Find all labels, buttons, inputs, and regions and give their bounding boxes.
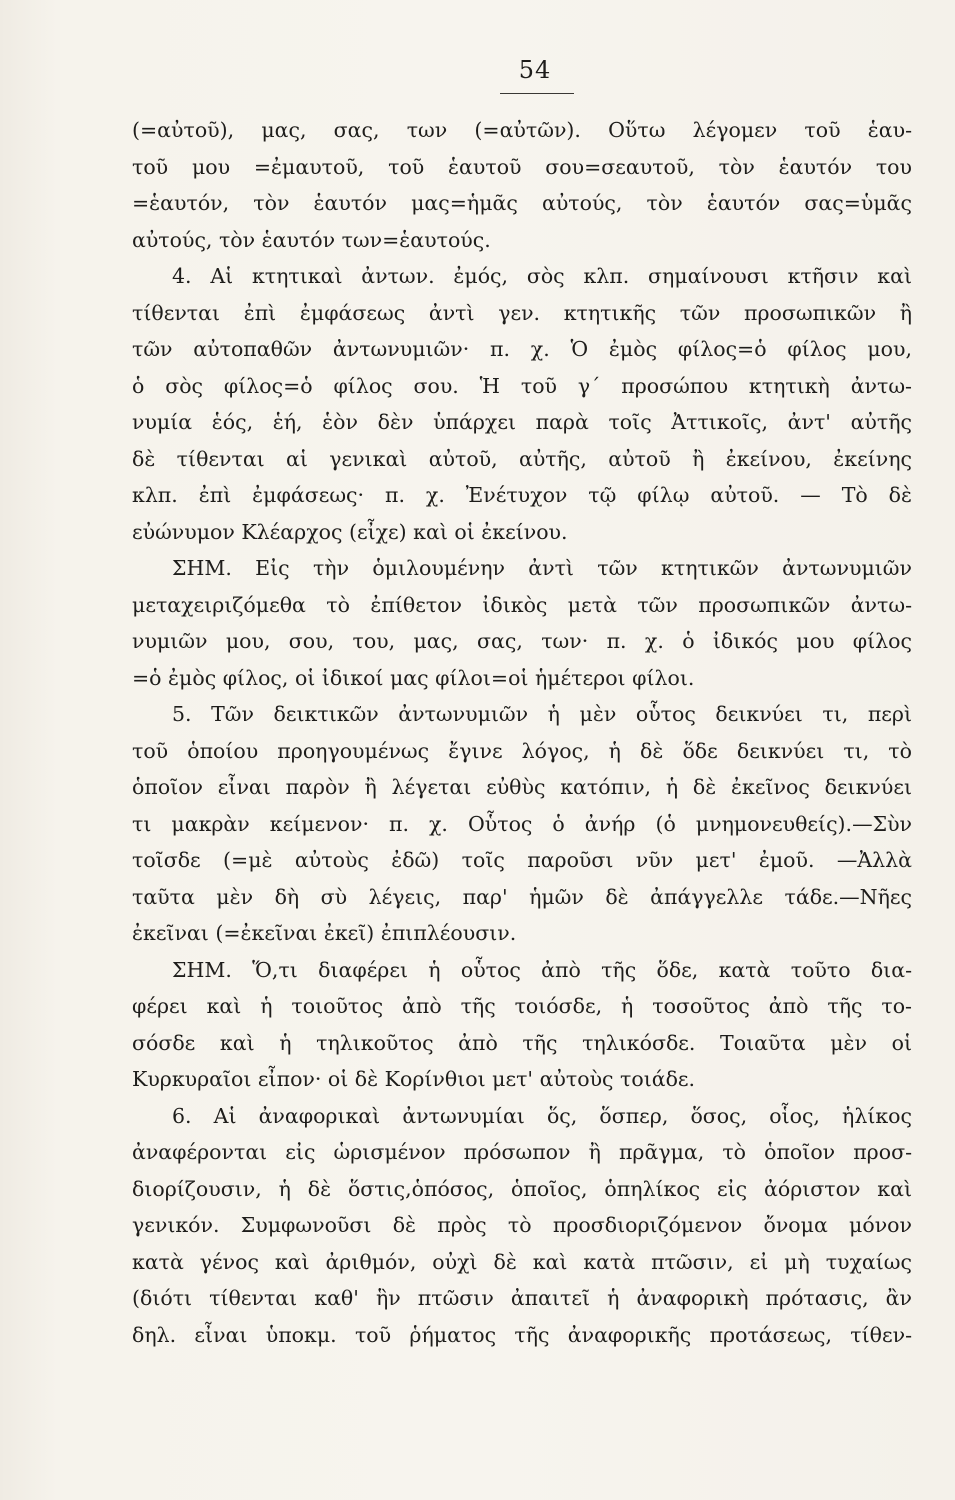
text-line: ὁ σὸς φίλος=ὁ φίλος σου. Ἡ τοῦ γ΄ προσώπου κτητικὴ ἀντω- [132, 373, 912, 398]
text-line: τοῖσδε (=μὲ αὐτοὺς ἐδῶ) τοῖς παροῦσι νῦν μετ' ἐμοῦ. —Ἀλλὰ [132, 848, 912, 872]
text-line: 5. Τῶν δεικτικῶν ἀντωνυμιῶν ἡ μὲν οὗτος δεικνύει τι, περὶ [172, 702, 912, 726]
text-line: ἀναφέρονται εἰς ὡρισμένον πρόσωπον ἢ πρᾶγμα, τὸ ὁποῖον προσ- [132, 1140, 912, 1164]
text-line: κλπ. ἐπὶ ἐμφάσεως· π. χ. Ἐνέτυχον τῷ φίλῳ αὐτοῦ. — Τὸ δὲ [132, 483, 912, 507]
body-text [132, 112, 912, 1353]
text-line: φέρει καὶ ἡ τοιοῦτος ἀπὸ τῆς τοιόσδε, ἡ τοσοῦτος ἀπὸ τῆς το- [132, 994, 912, 1018]
text-line: ΣΗΜ. Εἰς τὴν ὁμιλουμένην ἀντὶ τῶν κτητικῶν ἀντωνυμιῶν [172, 556, 912, 580]
text-line: σόσδε καὶ ἡ τηλικοῦτος ἀπὸ τῆς τηλικόσδε. Τοιαῦτα μὲν οἱ [132, 1030, 912, 1055]
text-line: τοῦ μου =ἐμαυτοῦ, τοῦ ἑαυτοῦ σου=σεαυτοῦ, τὸν ἑαυτόν του [132, 154, 912, 179]
text-line: (=αὐτοῦ), μας, σας, των (=αὐτῶν). Οὕτω λέγομεν τοῦ ἑαυ- [132, 118, 912, 142]
text-line: 6. Αἱ ἀναφορικαὶ ἀντωνυμίαι ὅς, ὅσπερ, ὅσος, οἷος, ἡλίκος [172, 1103, 912, 1128]
text-line: (διότι τίθενται καθ' ἣν πτῶσιν ἀπαιτεῖ ἡ ἀναφορικὴ πρότασις, ἂν [132, 1286, 912, 1310]
text-line: διορίζουσιν, ἡ δὲ ὅστις,ὁπόσος, ὁποῖος, ὁπηλίκος εἰς ἀόριστον καὶ [132, 1176, 912, 1201]
text-line: ΣΗΜ. Ὅ,τι διαφέρει ἡ οὗτος ἀπὸ τῆς ὅδε, κατὰ τοῦτο δια- [172, 957, 912, 982]
page-number-rule [500, 93, 574, 94]
text-line: τι μακρὰν κείμενον· π. χ. Οὗτος ὁ ἀνήρ (ὁ μνημονευθείς).—Σὺν [132, 811, 912, 836]
text-line: δὲ τίθενται αἱ γενικαὶ αὐτοῦ, αὐτῆς, αὐτοῦ ἢ ἐκείνου, ἐκείνης [132, 446, 912, 471]
page-number: 54 [518, 56, 552, 84]
text-line: εὐώνυμον Κλέαρχος (εἶχε) καὶ οἱ ἐκείνου. [132, 519, 568, 544]
text-line: αὐτούς, τὸν ἑαυτόν των=ἑαυτούς. [132, 227, 491, 252]
text-line: Κυρκυραῖοι εἶπον· οἱ δὲ Κορίνθιοι μετ' αὐτοὺς τοιάδε. [132, 1067, 696, 1091]
text-line: κατὰ γένος καὶ ἀριθμόν, οὐχὶ δὲ καὶ κατὰ πτῶσιν, εἰ μὴ τυχαίως [132, 1249, 912, 1274]
text-line: ἐκεῖναι (=ἐκεῖναι ἐκεῖ) ἐπιπλέουσιν. [132, 921, 517, 945]
text-line: =ἑαυτόν, τὸν ἑαυτόν μας=ἡμᾶς αὐτούς, τὸν ἑαυτόν σας=ὑμᾶς [132, 191, 912, 215]
text-line: δηλ. εἶναι ὑποκμ. τοῦ ῥήματος τῆς ἀναφορικῆς προτάσεως, τίθεν- [132, 1322, 912, 1347]
text-line: γενικόν. Συμφωνοῦσι δὲ πρὸς τὸ προσδιοριζόμενον ὄνομα μόνον [132, 1213, 912, 1237]
text-line: τοῦ ὁποίου προηγουμένως ἔγινε λόγος, ἡ δὲ ὅδε δεικνύει τι, τὸ [132, 738, 912, 763]
text-line: τῶν αὐτοπαθῶν ἀντωνυμιῶν· π. χ. Ὁ ἐμὸς φίλος=ὁ φίλος μου, [132, 337, 912, 361]
text-line: ταῦτα μὲν δὴ σὺ λέγεις, παρ' ἡμῶν δὲ ἀπάγγελλε τάδε.—Νῆες [132, 884, 912, 909]
text-line: ὁποῖον εἶναι παρὸν ἢ λέγεται εὐθὺς κατόπιν, ἡ δὲ ἐκεῖνος δεικνύει [132, 775, 912, 799]
text-line: μεταχειριζόμεθα τὸ ἐπίθετον ἰδικὸς μετὰ τῶν προσωπικῶν ἀντω- [132, 592, 912, 617]
text-line: νυμιῶν μου, σου, του, μας, σας, των· π. χ. ὁ ἰδικός μου φίλος [132, 629, 912, 653]
text-line: τίθενται ἐπὶ ἐμφάσεως ἀντὶ γεν. κτητικῆς τῶν προσωπικῶν ἢ [132, 300, 912, 325]
text-line: νυμία ἑός, ἑή, ἑὸν δὲν ὑπάρχει παρὰ τοῖς Ἀττικοῖς, ἀντ' αὐτῆς [132, 410, 912, 434]
text-line: =ὁ ἐμὸς φίλος, οἱ ἰδικοί μας φίλοι=οἱ ἡμέτεροι φίλοι. [132, 665, 695, 690]
text-line: 4. Αἱ κτητικαὶ ἀντων. ἐμός, σὸς κλπ. σημαίνουσι κτῆσιν καὶ [172, 264, 912, 288]
